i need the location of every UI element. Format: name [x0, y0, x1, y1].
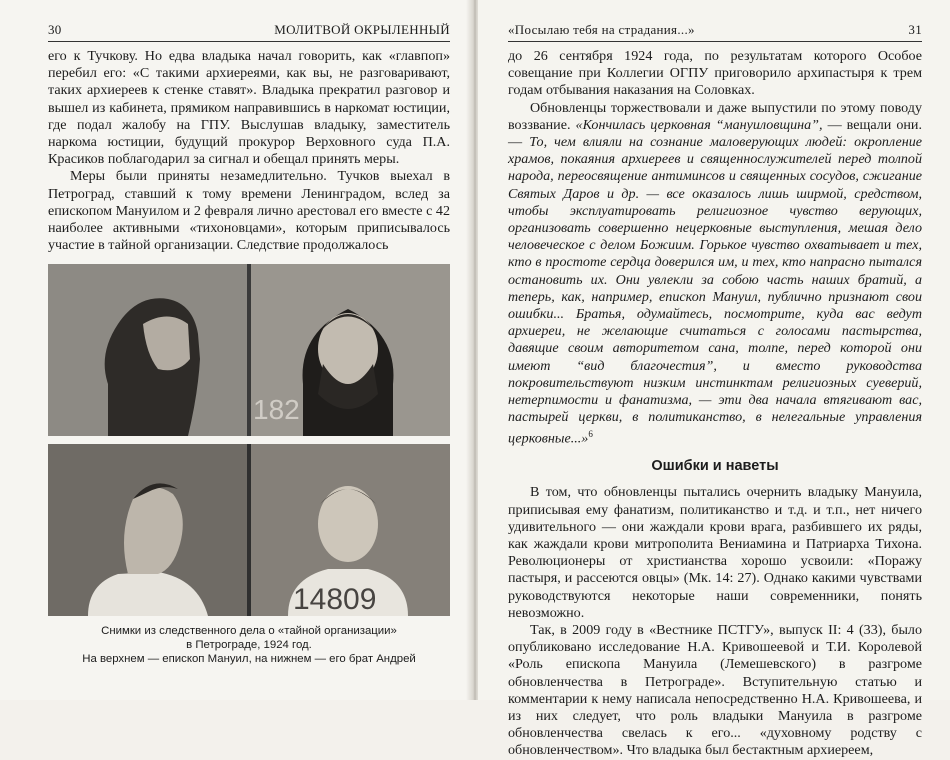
- caption-line-1: Снимки из следственного дела о «тайной организации»: [101, 625, 397, 638]
- left-paragraph-1: его к Тучкову. Но едва владыка начал говорить, как «главпоп» перебил его: «С такими архиереями, как вы, не разговаривают, таких архиереев к стенке ставят». Владыка прекратил разговор и вышел из кабинета, прямиком направившись в наркомат юстиции, где подал жалобу на ГПУ. Выслушав владыку, заместитель наркома юстиции, будущий прокурор Верховного суда П.А. Красиков поблагодарил за сигнал и обещал принять меры.: [48, 48, 450, 168]
- footnote-marker: 6: [588, 429, 593, 440]
- right-paragraph-1: до 26 сентября 1924 года, по результатам которого Особое совещание при Коллегии ОГПУ приговорило архипастыря к трем годам отбывания наказания на Соловках.: [508, 48, 922, 99]
- left-paragraph-2: Меры были приняты незамедлительно. Тучков выехал в Петроград, ставший к тому времени Ленинградом, вслед за епископом Мануилом и 2 февраля лично арестовал его вместе с 42 наиболее активными «тихоновцами», которым приписывалось участие в тайной организации. Следствие продолжалось: [48, 168, 450, 254]
- right-page-text: [508, 48, 922, 760]
- right-paragraph-3: В том, что обновленцы пытались очернить владыку Мануила, приписывая ему фанатизм, политиканство и т.д. и т.п., нет ничего удивительного — они жаждали крови врага, разбившего их ряды, как жаждали крови митрополита Вениамина и Патриарха Тихона. Революционеры от христианства хорошо усвоили: «Поражу пастыря, и рассеются овцы» (Мк. 14: 27). Однако какими чувствами руководствуются некоторые наши современники, понять невозможно.: [508, 484, 922, 621]
- left-page: [0, 0, 472, 700]
- appeal-intro: Обновленцы торжествовали и даже выпустили по этому поводу воззвание.: [508, 99, 922, 133]
- mugshot-photos: [48, 264, 450, 616]
- mugshot-top: [48, 264, 450, 436]
- photo-caption: [48, 624, 450, 666]
- left-page-number: 30: [48, 22, 62, 37]
- caption-line-2: в Петрограде, 1924 год.: [186, 639, 312, 652]
- right-page-number: 31: [908, 22, 922, 37]
- right-paragraph-2: [508, 100, 922, 449]
- mugshot-bottom: [48, 444, 450, 616]
- caption-line-3: На верхнем — епископ Мануил, на нижнем — его брат Андрей: [82, 653, 416, 666]
- right-page-header: [508, 22, 922, 42]
- mugshot-bottom-image: [48, 444, 450, 616]
- left-page-text: [48, 48, 450, 254]
- left-page-header: [48, 22, 450, 42]
- mugshot-bottom-stamp: 14809: [293, 583, 377, 617]
- mugshot-top-stamp: 182: [253, 394, 300, 426]
- left-running-title: МОЛИТВОЙ ОКРЫЛЕННЫЙ: [274, 22, 450, 37]
- right-paragraph-4: Так, в 2009 году в «Вестнике ПСТГУ», выпуск II: 4 (33), было опубликовано исследование Н.А. Кривошеевой и Т.И. Королевой «Роль епископа Мануила (Лемешевского) в разгроме обновленчества в Петрограде». Вступительную статью и комментарии к нему написала непосредственно Н.А. Кривошеева, и из них следует, что роль владыки Мануила в разгроме обновленчества свелась к его... «духовному родству с обновленчеством». Что владыка был бестактным архиереем,: [508, 621, 922, 759]
- right-running-title: «Посылаю тебя на страдания...»: [508, 22, 695, 37]
- right-page: [478, 0, 950, 759]
- appeal-quote-title: «Кончилась церковная “мануиловщина”,: [575, 116, 823, 133]
- appeal-dash: — вещали они. —: [508, 116, 922, 151]
- appeal-quote-body: То, чем влияли на сознание маловерующих людей: окропление храмов, покаяния архиереев и священнослужителей перед толпой народа, переосвящение антиминсов и священных сосудов, сжигание Святых Даров и др. — все оказалось лишь ширмой, средством, чтобы эксплуатировать религиозное чувство верующих, организовать совершенно нецерковные выступления, мешая дело человеческое с делом Божиим. Горькое чувство охватывает и тех, кто в простоте сердца доверился им, и тех, кто напрасно пытался остановить их. Они увлекли за собою часть наших братий, а теперь, как, например, епископ Мануил, публично признают свои ошибки... Братья, одумайтесь, посмотрите, куда вас ведут архиереи, не желающие считаться с голосами пастырства, давящие своим авторитетом сана, толпе, перед которой они имеют “вид благочестия”, и вместо руководства покровительствуют низким инстинктам религиозных суеверий, нетерпимости и фанатизма, — эти два начала втягивают вас, пастырей церкви, в политиканство, в нелегальные управления церковные...»: [508, 134, 922, 448]
- mugshot-top-image: [48, 264, 450, 436]
- section-heading: Ошибки и наветы: [651, 458, 779, 475]
